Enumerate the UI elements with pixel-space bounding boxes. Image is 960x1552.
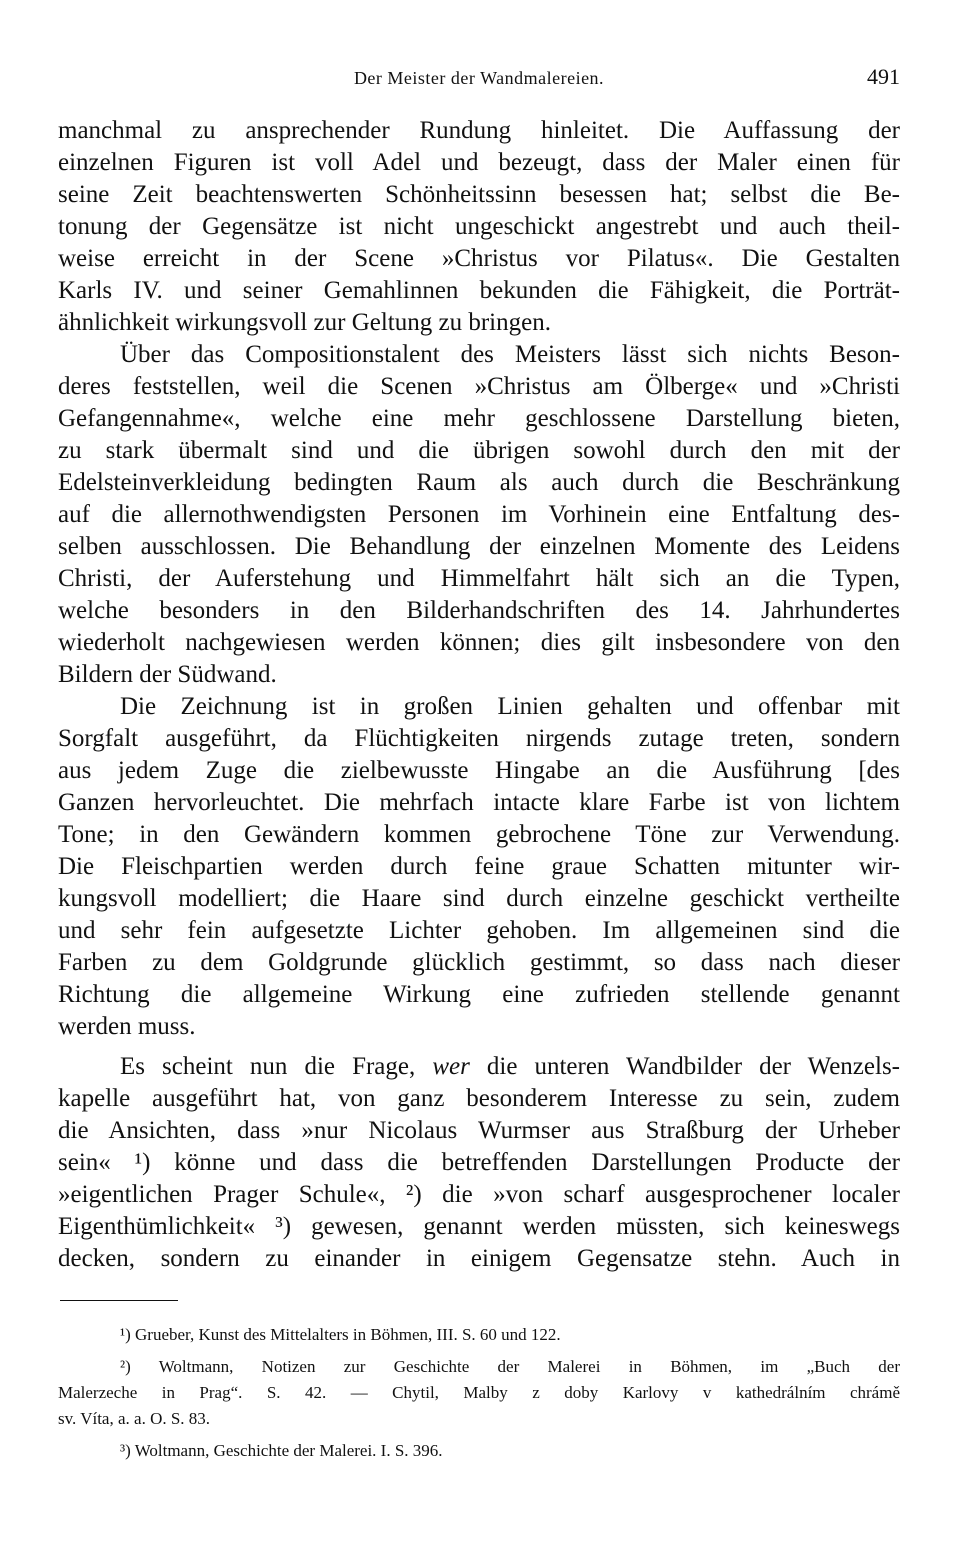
text-line: deres feststellen, weil die Scenen »Christus am Ölberge« und »Christi	[58, 373, 900, 400]
text-line: Richtung die allgemeine Wirkung eine zufrieden stellende genannt	[58, 981, 900, 1008]
text-line: Gefangennahme«, welche eine mehr geschlossene Darstellung bieten,	[58, 405, 900, 432]
text-line: Die Fleischpartien werden durch feine graue Schatten mitunter wir-	[58, 853, 900, 880]
paragraph-4	[58, 1051, 900, 1275]
text-line: Ganzen hervorleuchtet. Die mehrfach intacte klare Farbe ist von lichtem	[58, 789, 900, 816]
text-line: kapelle ausgeführt hat, von ganz besonderem Interesse zu sein, zudem	[58, 1085, 900, 1112]
footnote-line: ³) Woltmann, Geschichte der Malerei. I. S. 396.	[120, 1441, 443, 1460]
footnote-rule	[60, 1300, 178, 1301]
text-line: Farben zu dem Goldgrunde glücklich gestimmt, so dass nach dieser	[58, 949, 900, 976]
text-line: Tone; in den Gewändern kommen gebrochene Töne zur Verwendung.	[58, 821, 900, 848]
text-line: aus jedem Zuge die zielbewusste Hingabe an die Ausführung [des	[58, 757, 900, 784]
text-line: decken, sondern zu einander in einigem Gegensatze stehn. Auch in	[58, 1245, 900, 1272]
text-line: selben ausschlossen. Die Behandlung der einzelnen Momente des Leidens	[58, 533, 900, 560]
body-text	[58, 115, 900, 1275]
text-line: Bildern der Südwand.	[58, 661, 277, 688]
text-line: ähnlichkeit wirkungsvoll zur Geltung zu bringen.	[58, 309, 551, 336]
paragraph-1	[58, 115, 900, 339]
text-line: welche besonders in den Bilderhandschriften des 14. Jahrhundertes	[58, 597, 900, 624]
footnote-line: sv. Víta, a. a. O. S. 83.	[58, 1409, 211, 1428]
text-line: werden muss.	[58, 1013, 196, 1040]
text-line: Sorgfalt ausgeführt, da Flüchtigkeiten nirgends zutage treten, sondern	[58, 725, 900, 752]
text-line: einzelnen Figuren ist voll Adel und bezeugt, dass der Maler einen für	[58, 149, 900, 176]
text-line: tonung der Gegensätze ist nicht ungeschickt angestrebt und auch theil-	[58, 213, 900, 240]
book-page	[58, 0, 900, 1552]
paragraph-2	[58, 339, 900, 691]
text-line: und sehr fein aufgesetzte Lichter gehoben. Im allgemeinen sind die	[58, 917, 900, 944]
paragraph-3	[58, 691, 900, 1043]
text-line: manchmal zu ansprechender Rundung hinleitet. Die Auffassung der	[58, 117, 900, 144]
text-line: zu stark übermalt sind und die übrigen sowohl durch den mit der	[58, 437, 900, 464]
footnote-line: ¹) Grueber, Kunst des Mittelalters in Böhmen, III. S. 60 und 122.	[120, 1325, 561, 1344]
emphasized-word: wer	[432, 1053, 470, 1080]
text-line: Eigenthümlichkeit« ³) gewesen, genannt werden müssten, sich keineswegs	[58, 1213, 900, 1240]
footnote-line: ²) Woltmann, Notizen zur Geschichte der Malerei in Böhmen, im „Buch der	[120, 1357, 900, 1376]
text-line: die Ansichten, dass »nur Nicolaus Wurmser aus Straßburg der Urheber	[58, 1117, 900, 1144]
text-line: Über das Compositionstalent des Meisters lässt sich nichts Beson-	[120, 341, 900, 368]
text-line: weise erreicht in der Scene »Christus vor Pilatus«. Die Gestalten	[58, 245, 900, 272]
text-line: Christi, der Auferstehung und Himmelfahrt hält sich an die Typen,	[58, 565, 900, 592]
text-line: seine Zeit beachtenswerten Schönheitssinn besessen hat; selbst die Be-	[58, 181, 900, 208]
text-line: kungsvoll modelliert; die Haare sind durch einzelne geschickt vertheilte	[58, 885, 900, 912]
footnotes	[58, 1322, 900, 1464]
text-line: auf die allernothwendigsten Personen im Vorhinein eine Entfaltung des-	[58, 501, 900, 528]
text-line: Karls IV. und seiner Gemahlinnen bekunden die Fähigkeit, die Porträt-	[58, 277, 900, 304]
text-line: sein« ¹) könne und dass die betreffenden Darstellungen Producte der	[58, 1149, 900, 1176]
text-line: Edelsteinverkleidung bedingten Raum als auch durch die Beschränkung	[58, 469, 900, 496]
page-number: 491	[867, 64, 900, 89]
footnote-3	[58, 1438, 900, 1464]
running-head	[58, 64, 900, 94]
text-line: wiederholt nachgewiesen werden können; dies gilt insbesondere von den	[58, 629, 900, 656]
footnote-1	[58, 1322, 900, 1348]
footnote-line: Malerzeche in Prag“. S. 42. — Chytil, Malby z doby Karlovy v kathedrálním chrámě	[58, 1383, 900, 1402]
text-line-with-emphasis: Es scheint nun die Frage, wer die unteren Wandbilder der Wenzels-	[120, 1053, 900, 1080]
text-line: Die Zeichnung ist in großen Linien gehalten und offenbar mit	[120, 693, 900, 720]
running-title: Der Meister der Wandmalereien.	[353, 68, 605, 88]
footnote-2	[58, 1354, 900, 1432]
text-line: »eigentlichen Prager Schule«, ²) die »von scharf ausgesprochener localer	[58, 1181, 900, 1208]
